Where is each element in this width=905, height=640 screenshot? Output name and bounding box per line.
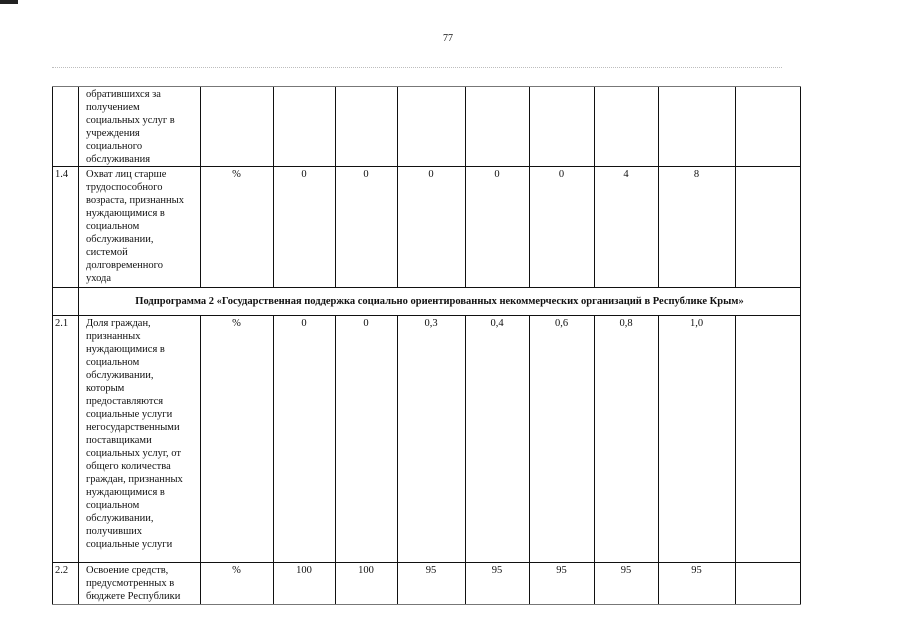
unit-cell: % [232, 565, 241, 576]
table-bottom-edge [52, 604, 801, 605]
value-cell: 0,8 [619, 318, 633, 329]
value-cell: 95 [556, 565, 567, 576]
row-divider [52, 315, 801, 316]
value-cell: 0 [363, 169, 369, 180]
value-cell: 0 [558, 169, 565, 180]
value-cell: 0,3 [424, 318, 438, 329]
column-divider [200, 86, 201, 287]
column-divider [335, 86, 336, 287]
table-border-right [800, 86, 801, 604]
value-cell: 4 [623, 169, 629, 180]
column-divider [529, 86, 530, 287]
value-cell: 95 [691, 565, 702, 576]
column-divider [658, 86, 659, 287]
indicator-name: Освоение средств, предусмотренных в бюджете Республики [86, 565, 181, 602]
value-cell: 0 [301, 318, 307, 329]
indicator-name: Доля граждан, признанных нуждающимися в социальном обслуживании, которым предоставляются социальные услуги негосударственными поставщиками социальных услуг, от общего количества граждан, признанных нуждающимися в социальном обслуживании, получивших социальные услуги [86, 318, 183, 550]
column-divider [529, 315, 530, 604]
value-cell: 0 [301, 169, 307, 180]
column-divider [200, 315, 201, 604]
indicator-name: обратившихся за получением социальных услуг в учреждения социального обслуживания [86, 89, 175, 165]
column-divider [273, 86, 274, 287]
unit-cell: % [232, 169, 241, 180]
column-divider [465, 315, 466, 604]
value-cell: 0 [494, 169, 500, 180]
column-divider [397, 315, 398, 604]
row-number: 2.1 [55, 318, 69, 329]
value-cell: 95 [425, 565, 437, 576]
value-cell: 0 [363, 318, 369, 329]
value-cell: 95 [491, 565, 503, 576]
row-divider [52, 287, 801, 288]
row-number: 1.4 [55, 169, 69, 180]
indicators-table [52, 86, 801, 604]
column-divider [78, 86, 79, 604]
column-divider [397, 86, 398, 287]
value-cell: 1,0 [689, 318, 704, 329]
column-divider [594, 315, 595, 604]
scan-corner-mark [0, 0, 18, 4]
value-cell: 0 [428, 169, 434, 180]
row-number: 2.2 [55, 565, 69, 576]
row-divider [52, 562, 801, 563]
subprogram-title: Подпрограмма 2 «Государственная поддержка социально ориентированных некоммерческих организаций в Республике Крым» [135, 296, 744, 307]
column-divider [735, 86, 736, 287]
value-cell: 0,4 [490, 318, 504, 329]
value-cell: 100 [358, 565, 374, 576]
column-divider [273, 315, 274, 604]
column-divider [594, 86, 595, 287]
indicator-name: Охват лиц старше трудоспособного возраста, признанных нуждающимися в социальном обслуживании, системой долговременного ухода [86, 169, 184, 284]
value-cell: 95 [620, 565, 632, 576]
column-divider [735, 315, 736, 604]
page-number: 77 [443, 33, 453, 44]
column-divider [335, 315, 336, 604]
table-top-edge [52, 86, 801, 87]
value-cell: 8 [693, 169, 700, 180]
value-cell: 0,6 [554, 318, 569, 329]
table-border-left [52, 86, 53, 604]
column-divider [658, 315, 659, 604]
header-rule [52, 67, 782, 68]
value-cell: 100 [296, 565, 312, 576]
column-divider [465, 86, 466, 287]
row-divider [52, 166, 801, 167]
unit-cell: % [232, 318, 241, 329]
